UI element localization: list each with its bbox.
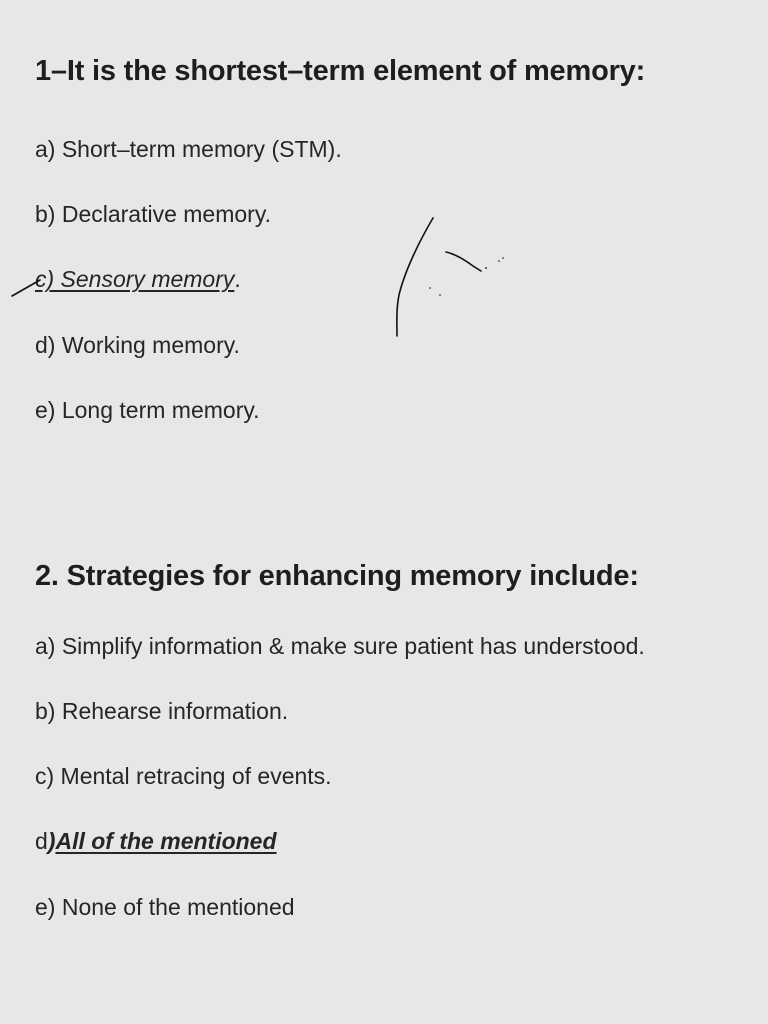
question-2-option-d-selected [35, 828, 277, 855]
question-2-option-a: a) Simplify information & make sure patient has understood. [35, 633, 645, 659]
pen-dot [502, 257, 504, 259]
question-2-option-e: e) None of the mentioned [35, 894, 295, 920]
question-2-option-b: b) Rehearse information. [35, 698, 289, 724]
pen-dot [485, 267, 487, 269]
question-2-option-d-letter: d [35, 828, 48, 854]
question-2-title: 2. Strategies for enhancing memory include: [35, 560, 639, 592]
question-2-option-d-paren: ) [47, 828, 56, 854]
question-2-option-c: c) Mental retracing of events. [35, 763, 332, 789]
pen-dot [429, 287, 431, 289]
question-1-option-b: b) Declarative memory. [35, 201, 272, 227]
question-1-option-d: d) Working memory. [35, 332, 240, 358]
question-1-option-a: a) Short–term memory (STM). [35, 136, 342, 162]
pen-stroke-curve [397, 218, 433, 336]
pen-stroke-dash [446, 252, 481, 271]
question-1-option-e: e) Long term memory. [35, 397, 260, 423]
question-1-option-c-selected [35, 266, 241, 293]
question-1-title: 1–It is the shortest–term element of memory: [35, 55, 646, 87]
question-1-option-c-period: . [234, 266, 241, 292]
pen-dot [439, 294, 441, 296]
question-1-option-c-text: c) Sensory memory [35, 266, 235, 292]
pen-dot [498, 260, 500, 262]
question-2-option-d-text: All of the mentioned [55, 828, 277, 854]
